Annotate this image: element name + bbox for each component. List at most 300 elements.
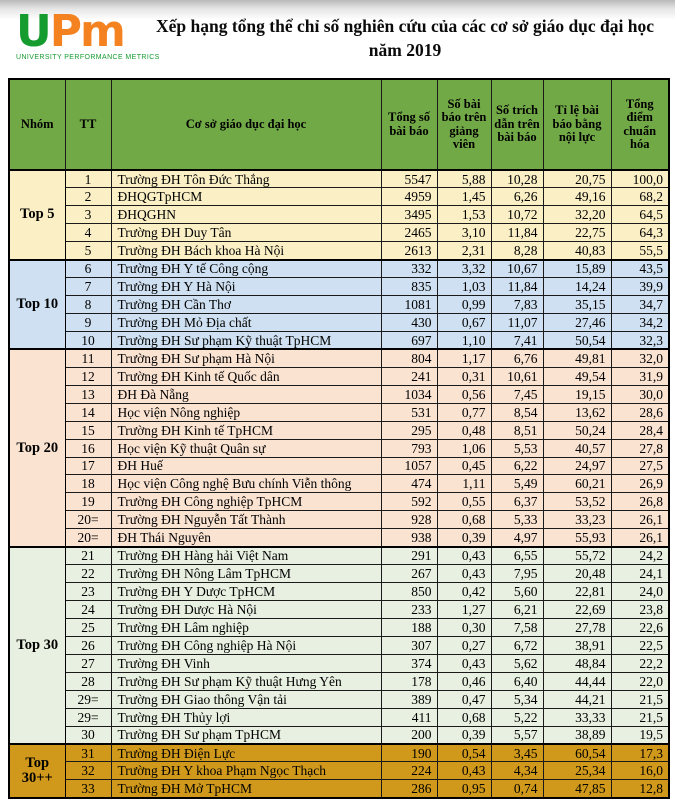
metric-value: 22,5 [611, 636, 669, 654]
metric-value: 24,0 [611, 583, 669, 601]
metric-value: 928 [381, 511, 437, 529]
metric-value: 6,26 [491, 188, 543, 206]
rank-number: 3 [65, 206, 111, 224]
institution-name: Trường ĐH Cần Thơ [111, 296, 381, 314]
metric-value: 68,2 [611, 188, 669, 206]
metric-value: 23,8 [611, 601, 669, 619]
metric-value: 0,68 [437, 511, 491, 529]
metric-value: 5,57 [491, 726, 543, 744]
metric-value: 64,5 [611, 206, 669, 224]
metric-value: 22,75 [543, 224, 611, 242]
metric-value: 1,45 [437, 188, 491, 206]
metric-value: 60,54 [543, 744, 611, 762]
metric-value: 6,21 [491, 601, 543, 619]
metric-value: 31,9 [611, 367, 669, 385]
metric-value: 1081 [381, 296, 437, 314]
table-row [9, 403, 669, 421]
metric-value: 8,51 [491, 421, 543, 439]
metric-value: 26,1 [611, 511, 669, 529]
table-row [9, 547, 669, 565]
metric-value: 4959 [381, 188, 437, 206]
table-row [9, 296, 669, 314]
metric-value: 190 [381, 744, 437, 762]
rank-number: 8 [65, 296, 111, 314]
metric-value: 0,43 [437, 547, 491, 565]
metric-value: 6,55 [491, 547, 543, 565]
rank-number: 28 [65, 672, 111, 690]
rank-number: 20= [65, 511, 111, 529]
metric-value: 60,21 [543, 475, 611, 493]
table-row [9, 367, 669, 385]
metric-value: 100,0 [611, 170, 669, 188]
ranking-table [8, 78, 670, 799]
table-row [9, 636, 669, 654]
metric-value: 531 [381, 403, 437, 421]
institution-name: Trường ĐH Mở TpHCM [111, 780, 381, 798]
metric-value: 22,81 [543, 583, 611, 601]
group-label: Top 5 [9, 170, 65, 260]
metric-value: 3,32 [437, 260, 491, 278]
rank-number: 21 [65, 547, 111, 565]
table-row [9, 206, 669, 224]
metric-value: 27,46 [543, 314, 611, 332]
metric-value: 24,1 [611, 565, 669, 583]
metric-value: 8,54 [491, 403, 543, 421]
rank-number: 11 [65, 349, 111, 367]
metric-value: 32,3 [611, 331, 669, 349]
metric-value: 793 [381, 439, 437, 457]
metric-value: 389 [381, 690, 437, 708]
institution-name: Trường ĐH Sư phạm Kỹ thuật Hưng Yên [111, 672, 381, 690]
metric-value: 21,5 [611, 708, 669, 726]
metric-value: 33,33 [543, 708, 611, 726]
institution-name: Trường ĐH Giao thông Vận tải [111, 690, 381, 708]
metric-value: 49,81 [543, 349, 611, 367]
rank-number: 6 [65, 260, 111, 278]
metric-value: 592 [381, 493, 437, 511]
metric-value: 835 [381, 278, 437, 296]
metric-value: 5,49 [491, 475, 543, 493]
metric-value: 332 [381, 260, 437, 278]
table-row [9, 260, 669, 278]
rank-number: 10 [65, 331, 111, 349]
metric-value: 2613 [381, 242, 437, 260]
metric-value: 1,17 [437, 349, 491, 367]
metric-value: 0,68 [437, 708, 491, 726]
table-row [9, 601, 669, 619]
metric-value: 0,46 [437, 672, 491, 690]
institution-name: Trường ĐH Điện Lực [111, 744, 381, 762]
rank-number: 24 [65, 601, 111, 619]
metric-value: 188 [381, 618, 437, 636]
metric-value: 27,5 [611, 457, 669, 475]
metric-value: 44,21 [543, 690, 611, 708]
metric-value: 0,47 [437, 690, 491, 708]
upm-logo-tagline: UNIVERSITY PERFORMANCE METRICS [16, 54, 160, 61]
table-row [9, 762, 669, 780]
metric-value: 1,03 [437, 278, 491, 296]
table-row [9, 242, 669, 260]
metric-value: 4,34 [491, 762, 543, 780]
rank-number: 16 [65, 439, 111, 457]
metric-value: 55,72 [543, 547, 611, 565]
metric-value: 26,8 [611, 493, 669, 511]
metric-value: 26,9 [611, 475, 669, 493]
rank-number: 25 [65, 618, 111, 636]
metric-value: 5,60 [491, 583, 543, 601]
rank-number: 7 [65, 278, 111, 296]
metric-value: 7,41 [491, 331, 543, 349]
table-row [9, 618, 669, 636]
metric-value: 0,95 [437, 780, 491, 798]
institution-name: Trường ĐH Vinh [111, 654, 381, 672]
metric-value: 40,83 [543, 242, 611, 260]
col-header-total-papers: Tổng số bài báo [381, 79, 437, 170]
metric-value: 233 [381, 601, 437, 619]
col-header-papers-per-lecturer: Số bài báo trên giảng viên [437, 79, 491, 170]
rank-number: 29= [65, 708, 111, 726]
metric-value: 1,11 [437, 475, 491, 493]
metric-value: 1,53 [437, 206, 491, 224]
table-row [9, 349, 669, 367]
metric-value: 55,5 [611, 242, 669, 260]
table-row [9, 475, 669, 493]
institution-name: Trường ĐH Nguyễn Tất Thành [111, 511, 381, 529]
metric-value: 32,0 [611, 349, 669, 367]
metric-value: 804 [381, 349, 437, 367]
institution-name: ĐHQGHN [111, 206, 381, 224]
rank-number: 33 [65, 780, 111, 798]
rank-number: 1 [65, 170, 111, 188]
metric-value: 0,30 [437, 618, 491, 636]
table-row [9, 385, 669, 403]
metric-value: 11,84 [491, 224, 543, 242]
metric-value: 6,37 [491, 493, 543, 511]
metric-value: 0,99 [437, 296, 491, 314]
metric-value: 35,15 [543, 296, 611, 314]
table-row [9, 726, 669, 744]
institution-name: ĐH Đà Nẵng [111, 385, 381, 403]
page-title-line2: năm 2019 [368, 40, 442, 60]
metric-value: 44,44 [543, 672, 611, 690]
metric-value: 53,52 [543, 493, 611, 511]
metric-value: 55,93 [543, 529, 611, 547]
table-row [9, 421, 669, 439]
metric-value: 286 [381, 780, 437, 798]
metric-value: 10,61 [491, 367, 543, 385]
institution-name: ĐHQGTpHCM [111, 188, 381, 206]
rank-number: 31 [65, 744, 111, 762]
col-header-normalized-score: Tổng điểm chuẩn hóa [611, 79, 669, 170]
logo-letter-u: U [16, 6, 50, 57]
table-row [9, 314, 669, 332]
rank-number: 23 [65, 583, 111, 601]
metric-value: 27,78 [543, 618, 611, 636]
rank-number: 14 [65, 403, 111, 421]
metric-value: 0,39 [437, 529, 491, 547]
metric-value: 0,42 [437, 583, 491, 601]
metric-value: 5547 [381, 170, 437, 188]
table-body [9, 170, 669, 798]
metric-value: 3495 [381, 206, 437, 224]
metric-value: 30,0 [611, 385, 669, 403]
institution-name: Trường ĐH Lâm nghiệp [111, 618, 381, 636]
metric-value: 0,74 [491, 780, 543, 798]
group-label: Top 30 [9, 547, 65, 744]
metric-value: 850 [381, 583, 437, 601]
institution-name: Trường ĐH Dược Hà Nội [111, 601, 381, 619]
table-row [9, 493, 669, 511]
table-row [9, 529, 669, 547]
metric-value: 295 [381, 421, 437, 439]
header [0, 8, 675, 78]
metric-value: 1,27 [437, 601, 491, 619]
metric-value: 6,72 [491, 636, 543, 654]
table-row [9, 690, 669, 708]
metric-value: 64,3 [611, 224, 669, 242]
metric-value: 411 [381, 708, 437, 726]
col-header-tt: TT [65, 79, 111, 170]
metric-value: 10,72 [491, 206, 543, 224]
metric-value: 19,15 [543, 385, 611, 403]
rank-number: 17 [65, 457, 111, 475]
metric-value: 48,84 [543, 654, 611, 672]
group-label: Top 30++ [9, 744, 65, 798]
metric-value: 267 [381, 565, 437, 583]
metric-value: 374 [381, 654, 437, 672]
rank-number: 13 [65, 385, 111, 403]
rank-number: 15 [65, 421, 111, 439]
metric-value: 938 [381, 529, 437, 547]
metric-value: 22,6 [611, 618, 669, 636]
metric-value: 49,16 [543, 188, 611, 206]
metric-value: 20,48 [543, 565, 611, 583]
institution-name: Học viện Công nghệ Bưu chính Viễn thông [111, 475, 381, 493]
metric-value: 20,75 [543, 170, 611, 188]
rank-number: 9 [65, 314, 111, 332]
col-header-citations-per-paper: Số trích dẫn trên bài báo [491, 79, 543, 170]
metric-value: 24,97 [543, 457, 611, 475]
upm-logo-letters [16, 6, 146, 57]
metric-value: 6,40 [491, 672, 543, 690]
metric-value: 1057 [381, 457, 437, 475]
institution-name: Trường ĐH Mỏ Địa chất [111, 314, 381, 332]
metric-value: 11,07 [491, 314, 543, 332]
metric-value: 47,85 [543, 780, 611, 798]
logo-letter-m: m [79, 6, 124, 57]
table-row [9, 565, 669, 583]
metric-value: 40,57 [543, 439, 611, 457]
metric-value: 7,83 [491, 296, 543, 314]
rank-number: 12 [65, 367, 111, 385]
metric-value: 49,54 [543, 367, 611, 385]
metric-value: 11,84 [491, 278, 543, 296]
institution-name: Trường ĐH Nông Lâm TpHCM [111, 565, 381, 583]
rank-number: 29= [65, 690, 111, 708]
table-header [9, 79, 669, 170]
institution-name: Trường ĐH Bách khoa Hà Nội [111, 242, 381, 260]
logo-letter-p: P [49, 6, 80, 57]
col-header-internal-paper-rate: Tỉ lệ bài báo bằng nội lực [543, 79, 611, 170]
metric-value: 0,43 [437, 654, 491, 672]
institution-name: Trường ĐH Công nghiệp TpHCM [111, 493, 381, 511]
metric-value: 13,62 [543, 403, 611, 421]
metric-value: 7,95 [491, 565, 543, 583]
table-row [9, 583, 669, 601]
metric-value: 0,31 [437, 367, 491, 385]
institution-name: Trường ĐH Công nghiệp Hà Nội [111, 636, 381, 654]
metric-value: 0,56 [437, 385, 491, 403]
metric-value: 178 [381, 672, 437, 690]
metric-value: 14,24 [543, 278, 611, 296]
metric-value: 6,22 [491, 457, 543, 475]
metric-value: 28,6 [611, 403, 669, 421]
rank-number: 26 [65, 636, 111, 654]
metric-value: 50,54 [543, 331, 611, 349]
institution-name: Trường ĐH Hàng hải Việt Nam [111, 547, 381, 565]
metric-value: 291 [381, 547, 437, 565]
metric-value: 21,5 [611, 690, 669, 708]
metric-value: 19,5 [611, 726, 669, 744]
metric-value: 7,58 [491, 618, 543, 636]
metric-value: 5,34 [491, 690, 543, 708]
institution-name: Trường ĐH Y Dược TpHCM [111, 583, 381, 601]
metric-value: 0,55 [437, 493, 491, 511]
rank-number: 32 [65, 762, 111, 780]
institution-name: Trường ĐH Duy Tân [111, 224, 381, 242]
page-title-line1: Xếp hạng tổng thể chỉ số nghiên cứu của các cơ sở giáo dục đại học [155, 16, 655, 36]
metric-value: 0,67 [437, 314, 491, 332]
institution-name: Trường ĐH Y tế Công cộng [111, 260, 381, 278]
rank-number: 22 [65, 565, 111, 583]
rank-number: 2 [65, 188, 111, 206]
institution-name: Trường ĐH Kinh tế Quốc dân [111, 367, 381, 385]
institution-name: Trường ĐH Thủy lợi [111, 708, 381, 726]
institution-name: Trường ĐH Sư phạm Hà Nội [111, 349, 381, 367]
metric-value: 12,8 [611, 780, 669, 798]
metric-value: 0,39 [437, 726, 491, 744]
table-row [9, 331, 669, 349]
institution-name: Trường ĐH Kinh tế TpHCM [111, 421, 381, 439]
rank-number: 18 [65, 475, 111, 493]
rank-number: 30 [65, 726, 111, 744]
metric-value: 0,45 [437, 457, 491, 475]
institution-name: Trường ĐH Sư phạm Kỹ thuật TpHCM [111, 331, 381, 349]
institution-name: ĐH Huế [111, 457, 381, 475]
institution-name: Trường ĐH Y Hà Nội [111, 278, 381, 296]
table-row [9, 654, 669, 672]
metric-value: 39,9 [611, 278, 669, 296]
metric-value: 22,0 [611, 672, 669, 690]
metric-value: 15,89 [543, 260, 611, 278]
rank-number: 4 [65, 224, 111, 242]
metric-value: 200 [381, 726, 437, 744]
metric-value: 0,43 [437, 762, 491, 780]
metric-value: 10,28 [491, 170, 543, 188]
rank-number: 5 [65, 242, 111, 260]
metric-value: 33,23 [543, 511, 611, 529]
metric-value: 38,91 [543, 636, 611, 654]
metric-value: 38,89 [543, 726, 611, 744]
table-row [9, 224, 669, 242]
rank-number: 19 [65, 493, 111, 511]
table-row [9, 744, 669, 762]
institution-name: Học viện Nông nghiệp [111, 403, 381, 421]
metric-value: 22,69 [543, 601, 611, 619]
institution-name: ĐH Thái Nguyên [111, 529, 381, 547]
metric-value: 16,0 [611, 762, 669, 780]
table-row [9, 511, 669, 529]
metric-value: 0,77 [437, 403, 491, 421]
metric-value: 4,97 [491, 529, 543, 547]
metric-value: 22,2 [611, 654, 669, 672]
metric-value: 50,24 [543, 421, 611, 439]
upm-logo [16, 6, 160, 61]
metric-value: 3,10 [437, 224, 491, 242]
table-row [9, 439, 669, 457]
institution-name: Trường ĐH Tôn Đức Thắng [111, 170, 381, 188]
metric-value: 3,45 [491, 744, 543, 762]
metric-value: 2465 [381, 224, 437, 242]
metric-value: 27,8 [611, 439, 669, 457]
table-row [9, 188, 669, 206]
rank-number: 20= [65, 529, 111, 547]
metric-value: 26,1 [611, 529, 669, 547]
metric-value: 2,31 [437, 242, 491, 260]
table-row [9, 457, 669, 475]
table-row [9, 708, 669, 726]
metric-value: 241 [381, 367, 437, 385]
metric-value: 1034 [381, 385, 437, 403]
metric-value: 10,67 [491, 260, 543, 278]
metric-value: 34,2 [611, 314, 669, 332]
institution-name: Học viện Kỹ thuật Quân sự [111, 439, 381, 457]
page-title [150, 14, 660, 62]
metric-value: 1,06 [437, 439, 491, 457]
metric-value: 7,45 [491, 385, 543, 403]
institution-name: Trường ĐH Y khoa Phạm Ngọc Thạch [111, 762, 381, 780]
group-label: Top 20 [9, 349, 65, 546]
metric-value: 25,34 [543, 762, 611, 780]
metric-value: 0,43 [437, 565, 491, 583]
metric-value: 28,4 [611, 421, 669, 439]
table-row [9, 780, 669, 798]
metric-value: 474 [381, 475, 437, 493]
rank-number: 27 [65, 654, 111, 672]
metric-value: 8,28 [491, 242, 543, 260]
metric-value: 697 [381, 331, 437, 349]
col-header-institution: Cơ sở giáo dục đại học [111, 79, 381, 170]
metric-value: 6,76 [491, 349, 543, 367]
metric-value: 32,20 [543, 206, 611, 224]
table-row [9, 170, 669, 188]
metric-value: 430 [381, 314, 437, 332]
metric-value: 307 [381, 636, 437, 654]
metric-value: 5,53 [491, 439, 543, 457]
metric-value: 224 [381, 762, 437, 780]
table-row [9, 278, 669, 296]
metric-value: 24,2 [611, 547, 669, 565]
metric-value: 5,88 [437, 170, 491, 188]
metric-value: 17,3 [611, 744, 669, 762]
metric-value: 0,27 [437, 636, 491, 654]
institution-name: Trường ĐH Sư phạm TpHCM [111, 726, 381, 744]
col-header-nhom: Nhóm [9, 79, 65, 170]
metric-value: 0,48 [437, 421, 491, 439]
metric-value: 5,62 [491, 654, 543, 672]
table-row [9, 672, 669, 690]
group-label: Top 10 [9, 260, 65, 350]
